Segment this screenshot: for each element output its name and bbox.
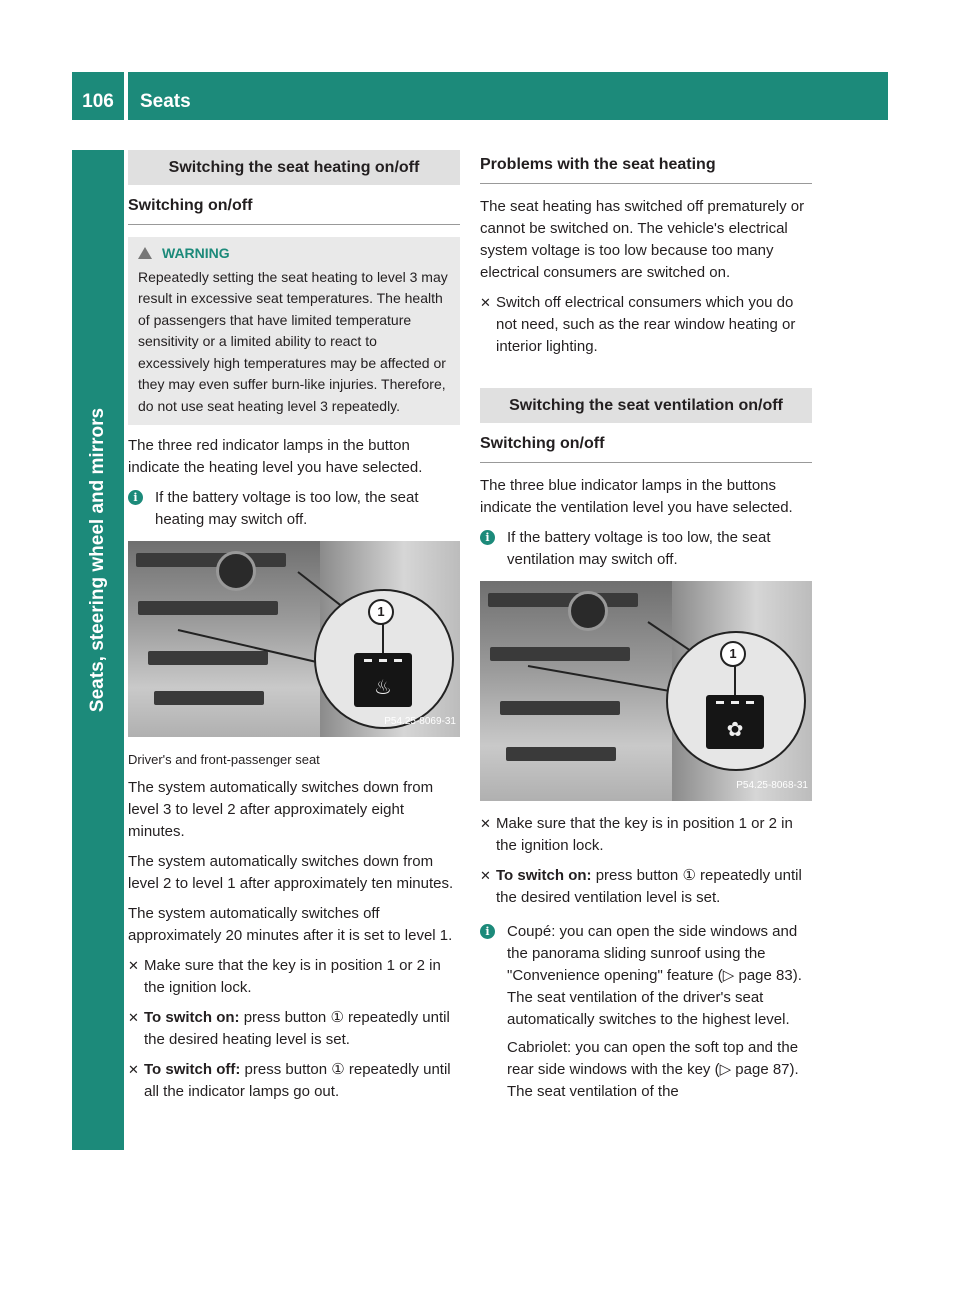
instruction-step: ✕ To switch on: press button ① repeatedly until the desired heating level is set. [128, 1007, 460, 1051]
warning-label: WARNING [162, 245, 230, 261]
seat-heating-photo [128, 541, 460, 737]
subsection-title: Switching on/off [480, 423, 812, 463]
info-note [480, 921, 812, 1103]
photo-code: P54.25-8069-31 [384, 716, 456, 727]
subsection-title: Switching on/off [128, 185, 460, 225]
left-column [128, 150, 460, 1111]
indicator-lamps [716, 701, 754, 704]
page-number: 106 [72, 72, 124, 120]
indicator-lamps [364, 659, 402, 662]
instruction-step: ✕ Make sure that the key is in position 1 or 2 in the ignition lock. [480, 813, 812, 857]
info-icon: i [480, 530, 495, 545]
right-column [480, 150, 812, 1113]
info-text: Cabriolet: you can open the soft top and the rear side windows with the key (▷ page 87). The seat ventilation of the [507, 1039, 799, 1100]
instruction-step: ✕ Switch off electrical consumers which you do not need, such as the rear window heating or interior lighting. [480, 292, 812, 358]
step-arrow-icon: ✕ [128, 1010, 139, 1025]
step-arrow-icon: ✕ [480, 816, 491, 831]
instruction-step: ✕ To switch off: press button ① repeatedly until all the indicator lamps go out. [128, 1059, 460, 1103]
info-icon: i [480, 924, 495, 939]
paragraph: The system automatically switches down from level 3 to level 2 after approximately eight minutes. [128, 779, 434, 840]
paragraph: The three red indicator lamps in the button indicate the heating level you have selected. [128, 437, 423, 476]
info-note [128, 487, 460, 531]
info-icon: i [128, 490, 143, 505]
info-text: If the battery voltage is too low, the seat heating may switch off. [155, 489, 419, 528]
warning-text: Repeatedly setting the seat heating to level 3 may result in excessive seat temperatures. The health of passengers that have limited temperature sensitivity or a limited ability to react to excessively high temperatures may be affected or they may even suffer burn-like injuries. Therefore, do not use seat heating level 3 repeatedly. [138, 268, 448, 414]
seat-ventilation-icon: ✿ [726, 719, 744, 741]
info-text: If the battery voltage is too low, the seat ventilation may switch off. [507, 529, 771, 568]
info-text: Coupé: you can open the side windows and the panorama sliding sunroof using the "Convenience opening" feature (▷ page 83). The seat ventilation of the driver's seat automatically switches to the highest level. [507, 923, 802, 1028]
paragraph: The three blue indicator lamps in the buttons indicate the ventilation level you have selected. [480, 477, 793, 516]
control-knob [216, 551, 256, 591]
step-arrow-icon: ✕ [128, 1062, 139, 1077]
warning-triangle-icon [138, 247, 152, 259]
step-arrow-icon: ✕ [480, 295, 491, 310]
info-note [480, 527, 812, 571]
seat-ventilation-photo [480, 581, 812, 801]
seat-heating-button [354, 653, 412, 707]
seat-ventilation-button [706, 695, 764, 749]
paragraph: The system automatically switches off approximately 20 minutes after it is set to level 1. [128, 905, 453, 944]
photo-code: P54.25-8068-31 [736, 780, 808, 791]
section-header: Seats [128, 72, 888, 120]
side-tab-label: Seats, steering wheel and mirrors [87, 407, 108, 713]
paragraph: The seat heating has switched off prematurely or cannot be switched on. The vehicle's electrical system voltage is too low because too many electrical consumers are switched on. [480, 198, 805, 281]
paragraph: The system automatically switches down from level 2 to level 1 after approximately ten minutes. [128, 853, 454, 892]
seat-heating-icon: ♨ [374, 677, 392, 699]
section-title: Switching the seat ventilation on/off [480, 388, 812, 423]
instruction-step: ✕ Make sure that the key is in position 1 or 2 in the ignition lock. [128, 955, 460, 999]
callout-1: 1 [720, 641, 746, 667]
control-knob [568, 591, 608, 631]
section-title: Problems with the seat heating [480, 150, 812, 184]
step-arrow-icon: ✕ [128, 958, 139, 973]
step-arrow-icon: ✕ [480, 868, 491, 883]
callout-1: 1 [368, 599, 394, 625]
section-title: Switching the seat heating on/off [128, 150, 460, 185]
warning-box [128, 237, 460, 425]
photo-caption: Driver's and front-passenger seat [128, 752, 320, 767]
instruction-step: ✕ To switch on: press button ① repeatedly until the desired ventilation level is set. [480, 865, 812, 909]
